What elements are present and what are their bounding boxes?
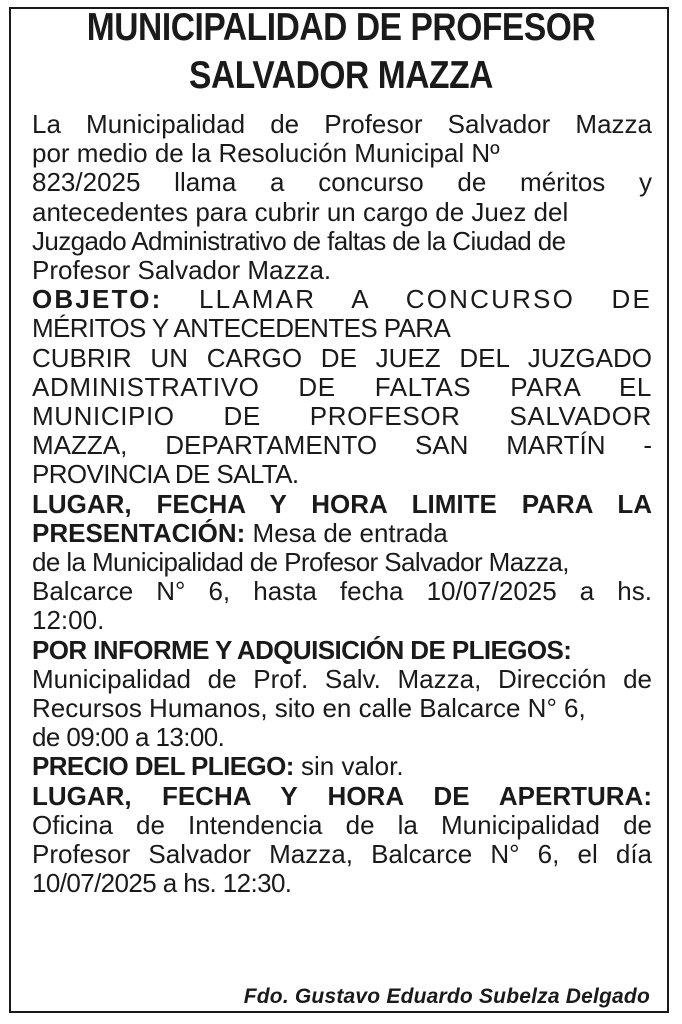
- signature: Fdo. Gustavo Eduardo Subelza Delgado: [243, 985, 650, 1008]
- informe-line: Recursos Humanos, sito en calle Balcarce N° 6,: [32, 693, 586, 724]
- intro-line: Juzgado Administrativo de faltas de la Ciudad de: [32, 225, 566, 256]
- objeto-first-text: LLAMAR A CONCURSO DE: [162, 284, 652, 315]
- presentacion-first-text: Mesa de entrada: [245, 517, 448, 548]
- objeto-line: PROVINCIA DE SALTA.: [32, 459, 299, 490]
- informe-line: Municipalidad de Prof. Salv. Mazza, Dirección de: [32, 663, 652, 694]
- intro-line: 823/2025 llama a concurso de méritos y: [32, 167, 652, 198]
- objeto-label: OBJETO:: [32, 284, 163, 315]
- presentacion-line: Balcarce N° 6, hasta fecha 10/07/2025 a hs.: [32, 576, 652, 607]
- objeto-first-line: [32, 285, 652, 314]
- informe-heading: POR INFORME Y ADQUISICIÓN DE PLIEGOS:: [32, 634, 572, 665]
- apertura-line: 10/07/2025 a hs. 12:30.: [32, 868, 292, 899]
- intro-line: La Municipalidad de Profesor Salvador Mazza: [32, 109, 652, 139]
- intro-line: antecedentes para cubrir un cargo de Juez del: [32, 196, 569, 227]
- precio-label: PRECIO DEL PLIEGO:: [32, 751, 294, 782]
- presentacion-line: 12:00.: [32, 605, 105, 636]
- apertura-line: Profesor Salvador Mazza, Balcarce N° 6, el día: [32, 839, 652, 870]
- notice-title-line-1: MUNICIPALIDAD DE PROFESOR: [86, 6, 596, 49]
- objeto-line: ADMINISTRATIVO DE FALTAS PARA EL: [32, 371, 652, 402]
- objeto-line: MAZZA, DEPARTAMENTO SAN MARTÍN -: [32, 430, 652, 461]
- presentacion-heading: LUGAR, FECHA Y HORA LIMITE PARA LA: [32, 488, 652, 519]
- precio-value: sin valor.: [293, 751, 404, 782]
- objeto-line: MUNICIPIO DE PROFESOR SALVADOR: [32, 401, 652, 432]
- objeto-line: MÉRITOS Y ANTECEDENTES PARA: [32, 313, 451, 344]
- presentacion-heading-line-2: [32, 519, 652, 548]
- apertura-line: Oficina de Intendencia de la Municipalidad de: [32, 809, 652, 840]
- presentacion-line: de la Municipalidad de Profesor Salvador Mazza,: [32, 547, 569, 578]
- intro-line: Profesor Salvador Mazza.: [32, 255, 332, 286]
- objeto-line: CUBRIR UN CARGO DE JUEZ DEL JUZGADO: [32, 342, 652, 373]
- presentacion-label: PRESENTACIÓN:: [32, 517, 246, 548]
- apertura-heading: LUGAR, FECHA Y HORA DE APERTURA:: [32, 780, 652, 811]
- precio-line: [32, 752, 652, 781]
- notice-body: [32, 110, 652, 898]
- informe-line: de 09:00 a 13:00.: [32, 722, 225, 753]
- notice-title-line-2: SALVADOR MAZZA: [189, 54, 493, 97]
- intro-line: por medio de la Resolución Municipal Nº: [32, 138, 500, 169]
